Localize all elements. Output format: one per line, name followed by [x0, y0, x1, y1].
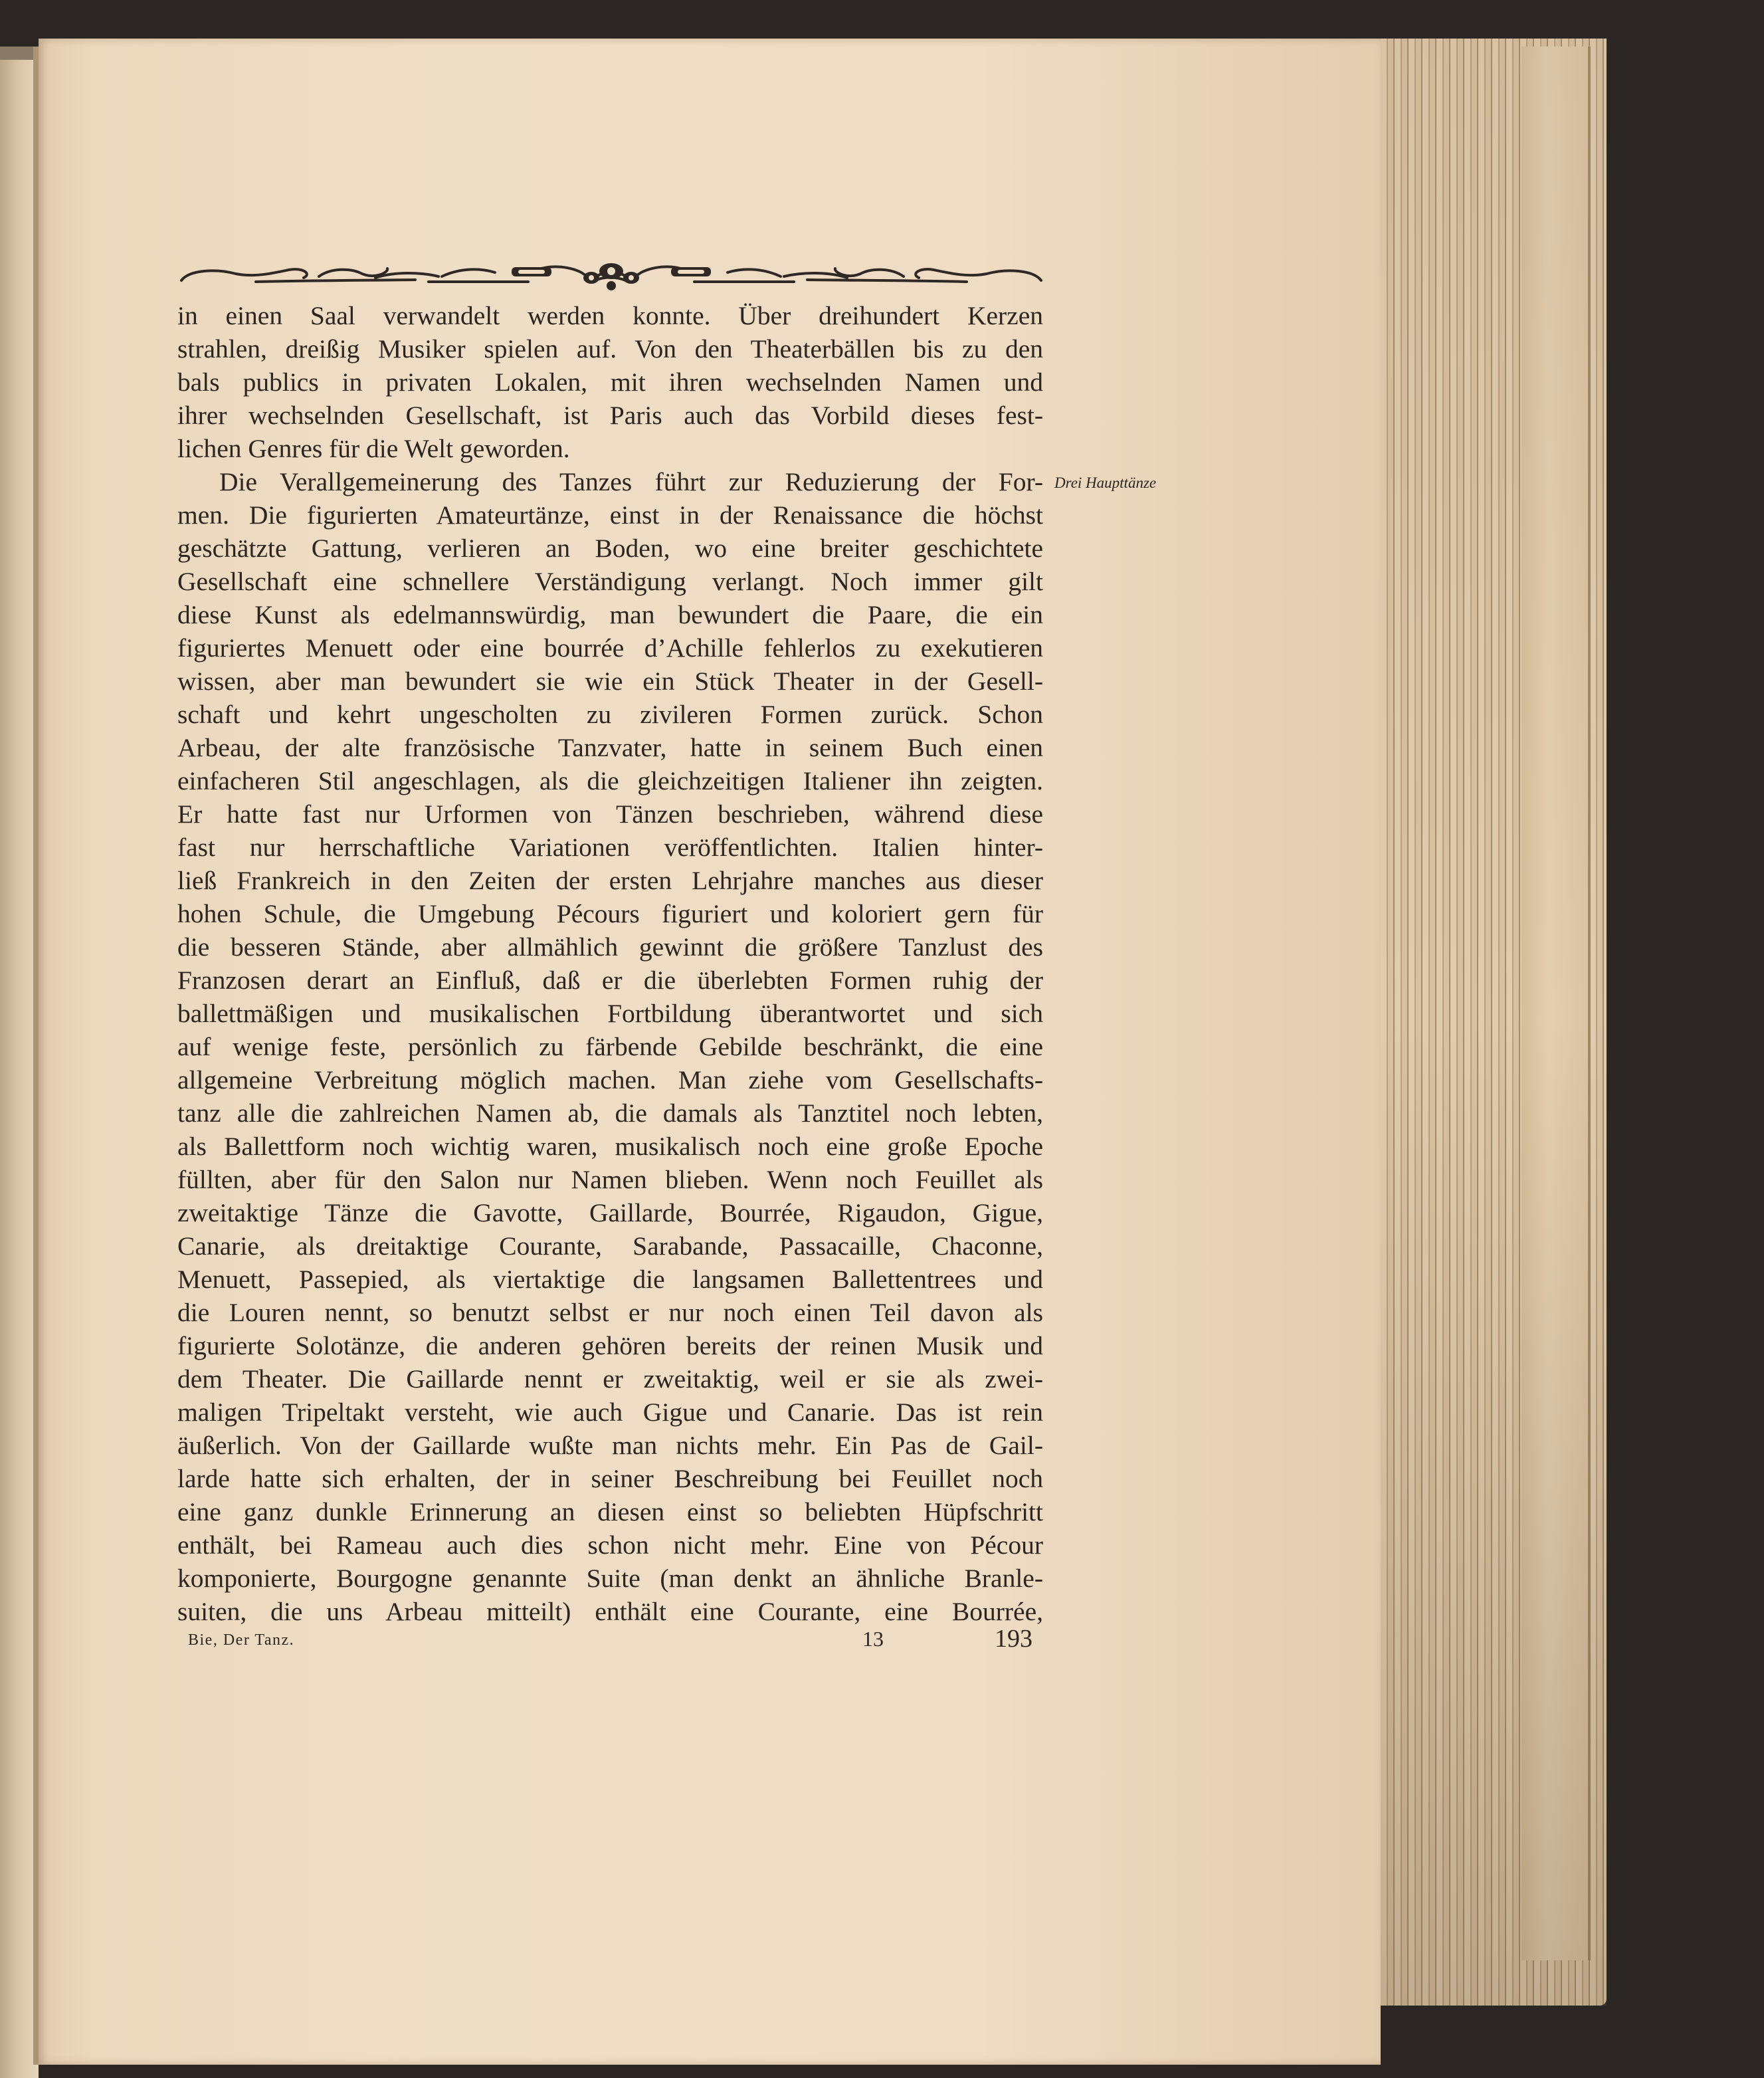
- signature-mark: 13: [862, 1627, 884, 1651]
- text-line: Canarie, als dreitaktige Courante, Sarabande, Passacaille, Chaconne,: [177, 1231, 1043, 1261]
- text-line: suiten, die uns Arbeau mitteilt) enthält eine Courante, eine Bourrée,: [177, 1597, 1043, 1626]
- text-line: geschätzte Gattung, verlieren an Boden, wo eine breiter geschichtete: [177, 534, 1043, 563]
- text-line: eine ganz dunkle Erinnerung an diesen einst so beliebten Hüpfschritt: [177, 1497, 1043, 1526]
- text-line: in einen Saal verwandelt werden konnte. Über dreihundert Kerzen: [177, 301, 1043, 330]
- text-line: die besseren Stände, aber allmählich gewinnt die größere Tanzlust des: [177, 932, 1043, 962]
- text-line: die Louren nennt, so benutzt selbst er nur noch einen Teil davon als: [177, 1298, 1043, 1327]
- page-number: 193: [995, 1625, 1032, 1653]
- running-title: Bie, Der Tanz.: [188, 1631, 295, 1649]
- text-line: füllten, aber für den Salon nur Namen blieben. Wenn noch Feuillet als: [177, 1165, 1043, 1194]
- text-line: hohen Schule, die Umgebung Pécours figuriert und koloriert gern für: [177, 899, 1043, 928]
- text-line: figuriertes Menuett oder eine bourrée d’Achille fehlerlos zu exekutieren: [177, 633, 1043, 663]
- text-line: Franzosen derart an Einfluß, daß er die überlebten Formen ruhig der: [177, 966, 1043, 995]
- text-line: figurierte Solotänze, die anderen gehören bereits der reinen Musik und: [177, 1331, 1043, 1360]
- text-line: dem Theater. Die Gaillarde nennt er zweitaktig, weil er sie als zwei-: [177, 1364, 1043, 1394]
- ornamental-header-rule: [176, 258, 1046, 295]
- text-line: Arbeau, der alte französische Tanzvater, hatte in seinem Buch einen: [177, 733, 1043, 762]
- text-line: bals publics in privaten Lokalen, mit ihren wechselnden Namen und: [177, 367, 1043, 397]
- text-line: Gesellschaft eine schnellere Verständigung verlangt. Noch immer gilt: [177, 567, 1043, 596]
- text-line: ihrer wechselnden Gesellschaft, ist Paris auch das Vorbild dieses fest-: [177, 401, 1043, 430]
- text-line: äußerlich. Von der Gaillarde wußte man nichts mehr. Ein Pas de Gail-: [177, 1431, 1043, 1460]
- text-line: Er hatte fast nur Urformen von Tänzen beschrieben, während diese: [177, 799, 1043, 829]
- text-line: men. Die figurierten Amateurtänze, einst in der Renaissance die höchst: [177, 500, 1043, 530]
- text-line: lichen Genres für die Welt geworden.: [177, 434, 570, 463]
- text-line: Menuett, Passepied, als viertaktige die langsamen Ballettentrees und: [177, 1265, 1043, 1294]
- text-line: schaft und kehrt ungescholten zu zivileren Formen zurück. Schon: [177, 700, 1043, 729]
- text-line: als Ballettform noch wichtig waren, musikalisch noch eine große Epoche: [177, 1132, 1043, 1161]
- text-line: fast nur herrschaftliche Variationen veröffentlichten. Italien hinter-: [177, 833, 1043, 862]
- text-line: zweitaktige Tänze die Gavotte, Gaillarde, Bourrée, Rigaudon, Gigue,: [177, 1198, 1043, 1227]
- text-line: einfacheren Stil angeschlagen, als die gleichzeitigen Italiener ihn zeigten.: [177, 766, 1043, 795]
- page-stack-shading: [1381, 39, 1607, 2006]
- text-line: larde hatte sich erhalten, der in seiner Beschreibung bei Feuillet noch: [177, 1464, 1043, 1493]
- page-gutter-edge: [33, 47, 39, 2065]
- marginal-note: Drei Haupttänze: [1054, 474, 1157, 491]
- text-line: diese Kunst als edelmannswürdig, man bewundert die Paare, die ein: [177, 600, 1043, 629]
- text-line: tanz alle die zahlreichen Namen ab, die damals als Tanztitel noch lebten,: [177, 1098, 1043, 1128]
- text-line: ballettmäßigen und musikalischen Fortbildung überantwortet und sich: [177, 999, 1043, 1028]
- body-text: [177, 299, 1043, 1628]
- text-line: Die Verallgemeinerung des Tanzes führt zur Reduzierung der For-: [219, 467, 1043, 496]
- text-line: wissen, aber man bewundert sie wie ein Stück Theater in der Gesell-: [177, 667, 1043, 696]
- text-line: komponierte, Bourgogne genannte Suite (man denkt an ähnliche Branle-: [177, 1564, 1043, 1593]
- text-line: ließ Frankreich in den Zeiten der ersten Lehrjahre manches aus dieser: [177, 866, 1043, 895]
- text-line: enthält, bei Rameau auch dies schon nicht mehr. Eine von Pécour: [177, 1530, 1043, 1560]
- text-line: maligen Tripeltakt versteht, wie auch Gigue und Canarie. Das ist rein: [177, 1398, 1043, 1427]
- text-line: strahlen, dreißig Musiker spielen auf. Von den Theaterbällen bis zu den: [177, 334, 1043, 364]
- text-line: allgemeine Verbreitung möglich machen. Man ziehe vom Gesellschafts-: [177, 1065, 1043, 1094]
- text-line: auf wenige feste, persönlich zu färbende Gebilde beschränkt, die eine: [177, 1032, 1043, 1061]
